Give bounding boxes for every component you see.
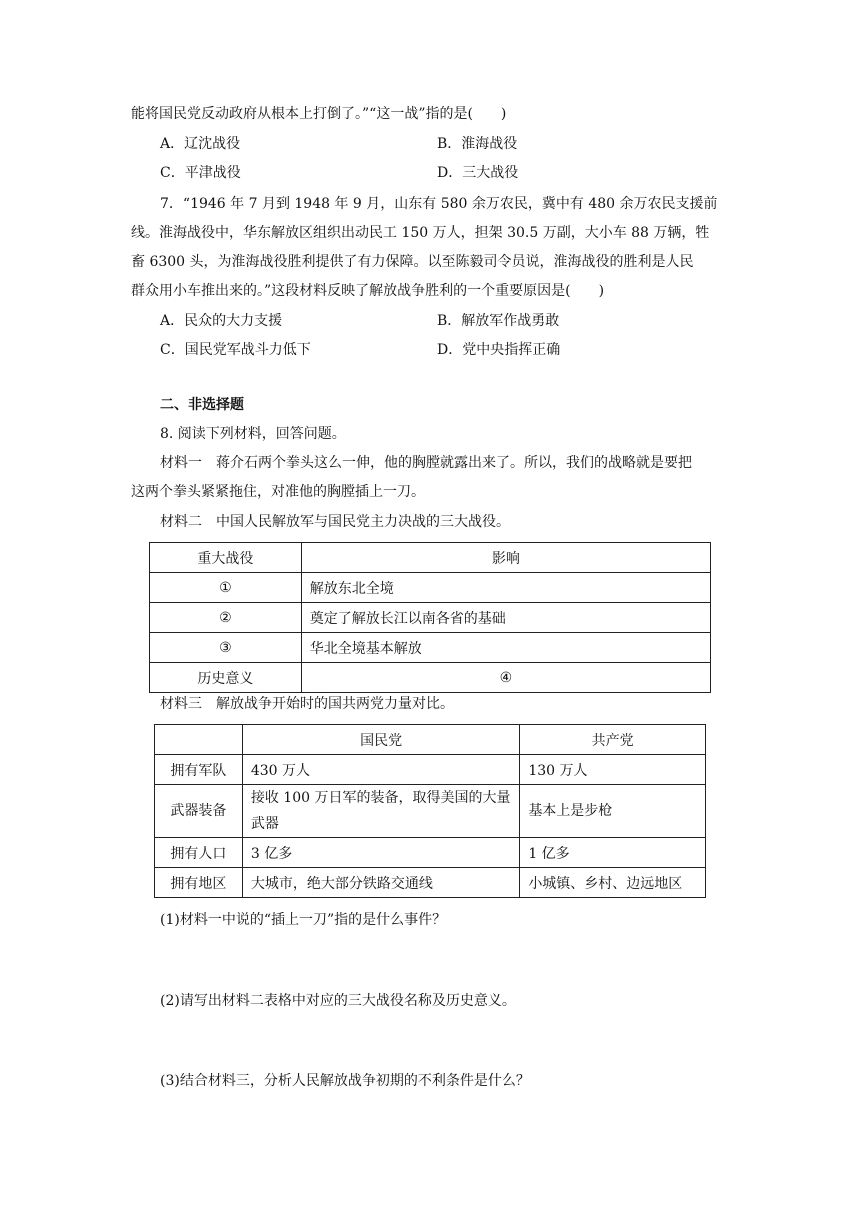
table-cell: 武器装备 [155, 785, 243, 838]
q6-option-a: A．辽沈战役 [160, 136, 241, 152]
table-header-row [150, 543, 711, 573]
q6-option-d: D．三大战役 [437, 165, 519, 181]
table-row [150, 663, 711, 693]
table-cell: ③ [150, 633, 302, 663]
material3-title: 材料三 解放战争开始时的国共两党力量对比。 [160, 696, 454, 712]
q7-option-c: C．国民党军战斗力低下 [160, 342, 311, 358]
table-cell: 拥有军队 [155, 755, 243, 785]
table-cell: 430 万人 [242, 755, 519, 785]
question-3: (3)结合材料三，分析人民解放战争初期的不利条件是什么？ [160, 1073, 530, 1089]
section-heading: 二、非选择题 [160, 397, 244, 413]
table-row [155, 785, 706, 838]
table-header-cell: 重大战役 [150, 543, 302, 573]
table-cell: ① [150, 573, 302, 603]
table-header-cell: 国民党 [242, 725, 519, 755]
q6-option-b: B．淮海战役 [437, 136, 518, 152]
q7-line-1: 7．“1946 年 7 月到 1948 年 9 月，山东有 580 余万农民，冀中有 480 余万农民支援前 [160, 196, 718, 212]
table-cell: ② [150, 603, 302, 633]
table-cell: 大城市，绝大部分铁路交通线 [242, 868, 519, 898]
table-cell: 3 亿多 [242, 838, 519, 868]
q7-line-4: 群众用小车推出来的。”这段材料反映了解放战争胜利的一个重要原因是( ) [131, 283, 605, 299]
forces-comparison-table [154, 724, 706, 898]
table-header-cell [155, 725, 243, 755]
q6-option-c: C．平津战役 [160, 165, 241, 181]
table-cell: 130 万人 [520, 755, 706, 785]
material1-line-2: 这两个拳头紧紧拖住，对准他的胸膛插上一刀。 [131, 484, 425, 500]
table-cell: 解放东北全境 [301, 573, 710, 603]
table-cell: 华北全境基本解放 [301, 633, 710, 663]
material2-title: 材料二 中国人民解放军与国民党主力决战的三大战役。 [160, 514, 510, 530]
table-cell: 基本上是步枪 [520, 785, 706, 838]
table-cell: 拥有地区 [155, 868, 243, 898]
question-1: (1)材料一中说的“插上一刀”指的是什么事件？ [160, 912, 447, 928]
q7-option-b: B．解放军作战勇敢 [437, 313, 560, 329]
table-row [155, 868, 706, 898]
table-cell: 1 亿多 [520, 838, 706, 868]
table-row [155, 838, 706, 868]
q7-option-d: D．党中央指挥正确 [437, 342, 561, 358]
material1-line-1: 材料一 蒋介石两个拳头这么一伸，他的胸膛就露出来了。所以，我们的战略就是要把 [160, 455, 692, 471]
table-row [150, 603, 711, 633]
table-cell: 接收 100 万日军的装备，取得美国的大量武器 [242, 785, 519, 838]
battles-table [149, 542, 711, 693]
table-cell: 历史意义 [150, 663, 302, 693]
table-header-cell: 共产党 [520, 725, 706, 755]
table-cell: 奠定了解放长江以南各省的基础 [301, 603, 710, 633]
q8-intro: 8. 阅读下列材料，回答问题。 [160, 426, 346, 442]
table-row [155, 755, 706, 785]
table-row [150, 573, 711, 603]
table-header-row [155, 725, 706, 755]
table-cell: ④ [301, 663, 710, 693]
table-header-cell: 影响 [301, 543, 710, 573]
table-row [150, 633, 711, 663]
table-cell: 小城镇、乡村、边远地区 [520, 868, 706, 898]
q7-line-3: 畜 6300 头，为淮海战役胜利提供了有力保障。以至陈毅司令员说，淮海战役的胜利是人民 [131, 254, 694, 270]
question-2: (2)请写出材料二表格中对应的三大战役名称及历史意义。 [160, 993, 516, 1009]
q7-option-a: A．民众的大力支援 [160, 313, 283, 329]
q6-stem: 能将国民党反动政府从根本上打倒了。”“这一战”指的是( ) [131, 106, 507, 122]
q7-line-2: 线。淮海战役中，华东解放区组织出动民工 150 万人，担架 30.5 万副，大小车 88 万辆，牲 [131, 225, 710, 241]
table-cell: 拥有人口 [155, 838, 243, 868]
